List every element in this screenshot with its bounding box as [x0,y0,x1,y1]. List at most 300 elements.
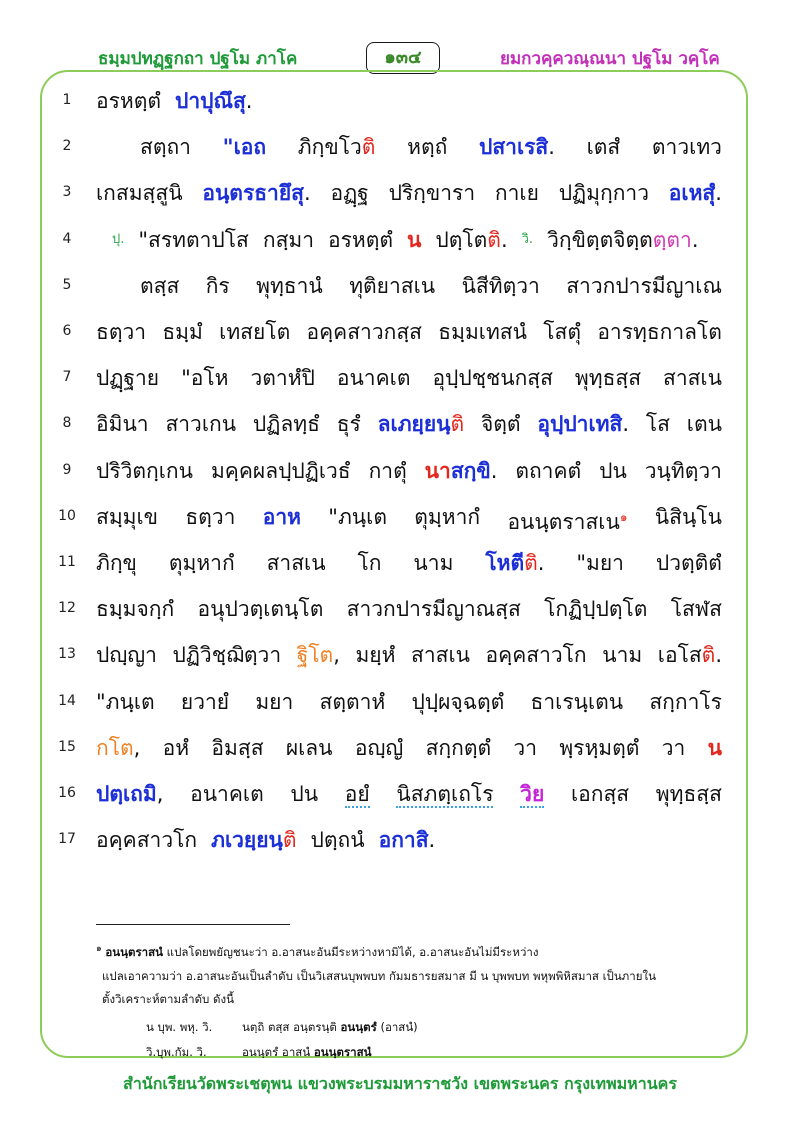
word-part: วา [513,735,538,760]
word-part: กิร [205,273,230,298]
word [211,725,263,771]
word [223,124,266,170]
text-line [0,679,800,725]
text-line [0,263,800,309]
footnote-row2-label: วิ.บุพ.กัม. วิ. [146,1045,207,1059]
word-part: ปตฺโต [435,227,488,252]
word [426,725,492,771]
footnote-row2 [242,1042,371,1062]
word [515,448,581,494]
word-part: วนฺทิตฺวา [644,458,722,483]
word-part: ธุรํ [336,412,361,437]
word-part: ปญฺญา [96,643,157,668]
header-left-title: ธมฺมปทฏฺฐกถา ปฐโม ภาโค [98,49,298,69]
word-part: . [715,181,722,206]
word [96,170,183,216]
word [267,540,326,586]
word-part: ปตฺเถมิ [96,782,157,806]
word-part: ปฏฺฐาย [96,366,160,391]
text-line [0,170,800,216]
word [358,540,382,586]
word-part: กโต [96,735,134,760]
word [652,124,722,170]
word-part: ธมฺมจกฺกํ [96,597,175,622]
line-number: 1 [62,92,72,108]
word-part: ปาปุณึสุ [175,89,246,113]
word-part: . [490,458,498,483]
word-part: ภิกฺขโว [297,135,362,160]
word [198,586,324,632]
text-line [0,124,800,170]
word-part: "เอถ [222,135,267,160]
word [396,771,493,817]
word [349,263,435,309]
header-right-title: ยมกวคฺควณฺณนา ปฐโม วคฺโค [500,49,720,69]
word-part: . [303,181,311,206]
word-part: เทสยโต [219,320,291,344]
word [96,309,146,355]
word-part: อฏฺฐ [330,181,369,206]
word [543,309,581,355]
line-number: 13 [58,646,76,663]
line-text [140,124,722,170]
word-part: เตสํ [586,135,621,160]
word-part: สกฺขิ [450,458,491,483]
line-number: 4 [62,230,72,247]
word-part: กาเย [494,181,539,206]
word-part: ตฺตา [652,227,692,252]
word-part: อคฺคสาวโก [96,828,198,853]
word [96,679,155,725]
word-part: . [691,227,699,252]
word-part: อนุปวตฺเตนฺโต [197,597,324,622]
word-part: สมฺมุเข [96,504,159,529]
word-part: วิกฺขิตฺตจิตฺต [547,227,653,252]
word [96,817,197,863]
word-part: ฐิโต [296,643,334,668]
footnote-divider [96,924,290,925]
word [347,586,521,632]
footnote-row1-text: นตฺถิ ตสฺส อนฺตรนฺติ [242,1020,337,1034]
footnote-row2-bold: อนนฺตราสนํ [313,1045,372,1059]
word-part: ติ [361,135,376,160]
line-number: 14 [58,692,76,709]
word-part: เอโส [657,643,702,668]
word-part: ธตฺวา [96,320,147,344]
text-line [0,401,800,447]
word [96,771,163,817]
word-part: "มยา [576,551,624,575]
footnote-term: อนนฺตราสนํ [105,944,163,959]
word [655,494,722,545]
word [507,494,627,545]
word-part: พุทฺธสฺส [655,782,722,806]
word-part: ภเวยฺยนฺ [211,828,283,853]
line-number: 10 [58,507,76,524]
word [330,170,368,216]
word [513,725,537,771]
word [479,124,555,170]
text-line [0,78,800,124]
word [211,448,351,494]
word [559,725,639,771]
word-part: ๑ [619,509,628,524]
word [599,448,627,494]
word [328,494,387,545]
word-part: กาตุํ [368,458,407,483]
word [597,309,722,355]
line-number: 6 [62,323,72,339]
word-part: นาม [602,643,643,668]
word-part: อหํ [162,735,190,760]
line-number: 8 [62,415,72,432]
line-number: 17 [58,831,76,848]
word-part: โก [357,551,382,575]
word [96,586,174,632]
word-part: "สรทตาปโส [138,227,249,252]
word-part: อนนฺตราสเน [507,509,620,534]
word-part: วตาหํปิ [250,366,315,391]
word [250,355,314,401]
word [181,355,228,401]
word [337,355,411,401]
word [96,540,137,586]
word-part: ธมฺมํ [162,320,203,344]
word-part: . [622,412,629,437]
word [307,309,422,355]
line-text [96,725,722,771]
word-part: ติ [524,551,538,575]
line-text [96,448,722,494]
word [163,725,189,771]
word [411,632,470,678]
page-number: ๑๓๔ [366,42,440,74]
word [311,817,365,863]
word-part: โสตุํ [543,320,582,344]
word-part: อคฺคสาวกสฺส [306,320,422,344]
word [559,170,649,216]
word [649,679,722,725]
word-part: , [133,735,141,760]
word [190,771,264,817]
word-part: สาสเน [411,643,470,668]
word [175,78,252,124]
word [328,217,393,267]
word [355,632,395,678]
word-part: อิมสฺส [211,735,264,760]
word-part: ธตฺวา [185,504,236,529]
word-part: สาสเน [266,551,326,575]
word [345,771,370,817]
word-part: , [333,643,340,668]
line-text [96,78,722,124]
word [537,401,629,447]
word-part: โส [645,412,670,437]
word [658,632,722,678]
word-part: โหตี [485,551,525,575]
word [96,78,161,124]
word [96,725,140,771]
footnote-line-2: แปลเอาความว่า อ.อาสนะอันเป็นลำดับ เป็นวิเสสนบุพพบท กัมมธารยสมาส มี น บุพพบท พหุพพิหิสมาส เป็นภายใน [102,969,656,983]
word-part: อิมินา [96,412,149,437]
text-line [0,355,800,401]
word [389,170,476,216]
word-part: อุปฺปชฺชนกสฺส [432,366,553,391]
word-part: "อโห [181,366,229,391]
word-part: อญฺญํ [354,735,404,760]
word-part: อารทฺธกาลโต [597,320,722,344]
line-number: 7 [62,369,72,386]
word [671,586,722,632]
word-part: สกฺกาโร [649,689,722,714]
word [646,401,670,447]
word [96,355,159,401]
word [708,725,722,771]
line-text [96,771,722,817]
word [165,401,236,447]
word-part: โกฏิปฺปตฺโต [544,597,648,622]
word-part: พุทฺธสฺส [574,366,642,391]
line-number: 2 [62,138,72,155]
word [687,401,722,447]
word [355,725,403,771]
word [662,725,686,771]
word-part: นิสินฺโน [654,504,722,529]
word-part: ตาวเทว [651,135,722,160]
word-part: โสฬส [670,597,722,622]
word-part: ติ [450,412,465,437]
word-part: เตน [686,412,722,437]
word-part: ติ [487,227,501,252]
line-text [140,263,722,309]
word [211,817,296,863]
word [379,817,436,863]
word [369,448,407,494]
word-part: อาห [262,504,301,529]
line-text [96,817,722,863]
word-part: มคฺคผลปฺปฏิเวธํ [210,458,351,483]
word [645,448,722,494]
word-part: ปุปฺผจฺฉตฺตํ [411,689,505,714]
text-line [0,817,800,863]
word-part: อุปฺปาเทสิ [537,412,623,437]
line-number: 5 [62,276,72,293]
word-part: ตสฺส [140,273,180,298]
line-text [96,401,722,447]
word-part: ลเภยฺยนฺ [377,412,451,437]
text-line [0,725,800,771]
word-part: ปริวิตกฺเกน [96,458,194,483]
footnote-line-3: ตั้งวิเคราะห์ตามลำดับ ดังนี้ [102,992,234,1006]
word-part: ปตฺถนํ [310,828,365,853]
word [576,540,624,586]
word-part: ตถาคตํ [515,458,582,483]
line-text [96,170,722,216]
word [414,494,480,545]
word-part: มยฺหํ [355,643,396,668]
word [435,217,507,267]
word-part: ติ [282,828,297,853]
word-part: มยา [255,689,294,714]
word [486,632,587,678]
word [96,401,149,447]
word [438,309,527,355]
word-part: ติ [701,643,716,668]
line-text [96,494,722,545]
footer-institution: สำนักเรียนวัดพระเชตุพน แขวงพระบรมมหาราชวัง เขตพระนคร กรุงเทพมหานคร [123,1074,677,1093]
text-line [0,771,800,817]
word [206,263,230,309]
word-part: อคฺคสาวโก [485,643,587,668]
footnote-row1-label: น บุพ. พหุ. วิ. [146,1020,213,1034]
footnote-row2-text: อนนฺตรํ อาสนํ [242,1045,311,1059]
word-part: สาวเกน [165,412,237,437]
word-part: ธาเรนฺเตน [530,689,624,714]
word-part: น [707,735,722,760]
word [485,540,544,586]
word-part: ผเลน [285,735,333,760]
word-part: กสฺมา [262,227,315,252]
line-text [96,540,722,586]
word-part: . [428,828,436,853]
footnote-row1-tail: (อาสนํ) [380,1020,418,1034]
word [337,401,361,447]
word [263,494,301,545]
word [256,263,323,309]
word [298,124,376,170]
word-part: สกฺกตฺตํ [425,735,492,760]
word-part: . [548,135,555,160]
word [378,401,465,447]
word-part: พุทฺธานํ [256,273,323,298]
word [169,540,235,586]
word [96,494,158,545]
word [297,632,340,678]
word-part: ปฏิมุกฺกาว [558,181,649,206]
word-part: ปสาเรสิ [479,135,549,160]
line-text [96,679,722,725]
word-part: นิสีทิตฺวา [461,273,540,298]
line-number: 11 [58,554,76,570]
line-number: 12 [58,600,76,617]
text-line [0,217,800,263]
word [255,679,293,725]
word [162,309,203,355]
word-part: ปุ. [112,231,125,247]
line-text [96,632,722,678]
word [202,170,310,216]
text-line [0,494,800,540]
word-part: อกาสิ [378,828,429,853]
word [481,401,521,447]
text-line [0,586,800,632]
text-line [0,540,800,586]
word [172,632,281,678]
line-text [96,309,722,355]
word [263,217,314,267]
word [669,170,722,216]
word-part: พฺรหฺมตฺตํ [559,735,640,760]
word [432,355,552,401]
word [522,217,533,267]
word-part: อรหตฺตํ [96,89,162,113]
word-part: วิย [520,782,545,806]
line-number: 9 [62,461,72,478]
word-part: . [245,89,253,113]
word [96,448,193,494]
footnote-marker: ๑ [96,944,102,954]
word-part: ปน [599,458,627,483]
word [462,263,540,309]
word-part: เกสมสฺสูนิ [96,181,183,206]
line-number: 16 [58,785,76,801]
word [656,771,722,817]
footnote-line1-text: แปลโดยพยัญชนะว่า อ.อาสนะอันมีระหว่างหามิได้, อ.อาสนะอันไม่มีระหว่าง [166,944,539,959]
footnote-line-1 [96,938,736,964]
word-part: ปน [290,782,319,806]
word-part: นาม [413,551,454,575]
word-part: สาวกปารมีญาเณ [566,273,722,298]
word [575,355,641,401]
word-part: อนฺตรธายึสุ [202,181,304,206]
word [663,355,722,401]
word [96,632,157,678]
word-part: นา [424,458,451,483]
word [544,586,647,632]
line-number: 3 [62,184,72,201]
word-part: ยวายํ [180,689,230,714]
word-part: สตฺถา [140,135,191,160]
footnote-row1 [242,1017,418,1037]
word [185,494,235,545]
word-part: . [500,227,508,252]
word-part: สตฺตาหํ [319,689,386,714]
word-part: นิสภตฺเถโร [396,782,494,806]
word [290,771,318,817]
word [138,217,248,267]
word [587,124,621,170]
word-part: ตุมฺหากํ [168,551,235,575]
word [140,124,191,170]
word [286,725,333,771]
word-part: . [715,643,722,668]
word [656,540,722,586]
word [495,170,539,216]
word-part: . [537,551,545,575]
word-part: วิ. [521,231,534,247]
word-part: จิตฺตํ [480,412,521,437]
line-text [96,586,722,632]
word-part: อเหสุํ [668,181,716,206]
word-part: สาวกปารมีญาณสฺส [346,597,521,622]
word-part: ธมฺมเทสนํ [438,320,527,344]
word-part: เอกสฺส [570,782,630,806]
word [181,679,229,725]
word-part: ปฏิลทฺธํ [252,412,320,437]
word-part: อรหตฺตํ [328,227,394,252]
word [531,679,624,725]
word-part: ปฏิวิชฺฌิตฺวา [172,643,282,668]
word-part: ตุมฺหากํ [414,504,481,529]
word-part: ทุติยาสเน [349,273,436,298]
word [571,771,629,817]
word-part: สาสเน [663,366,722,391]
line-text [96,355,722,401]
word-part: ภิกฺขุ [96,551,137,575]
word-part: อนาคเต [190,782,264,806]
word [547,217,698,267]
line-text [112,217,722,267]
